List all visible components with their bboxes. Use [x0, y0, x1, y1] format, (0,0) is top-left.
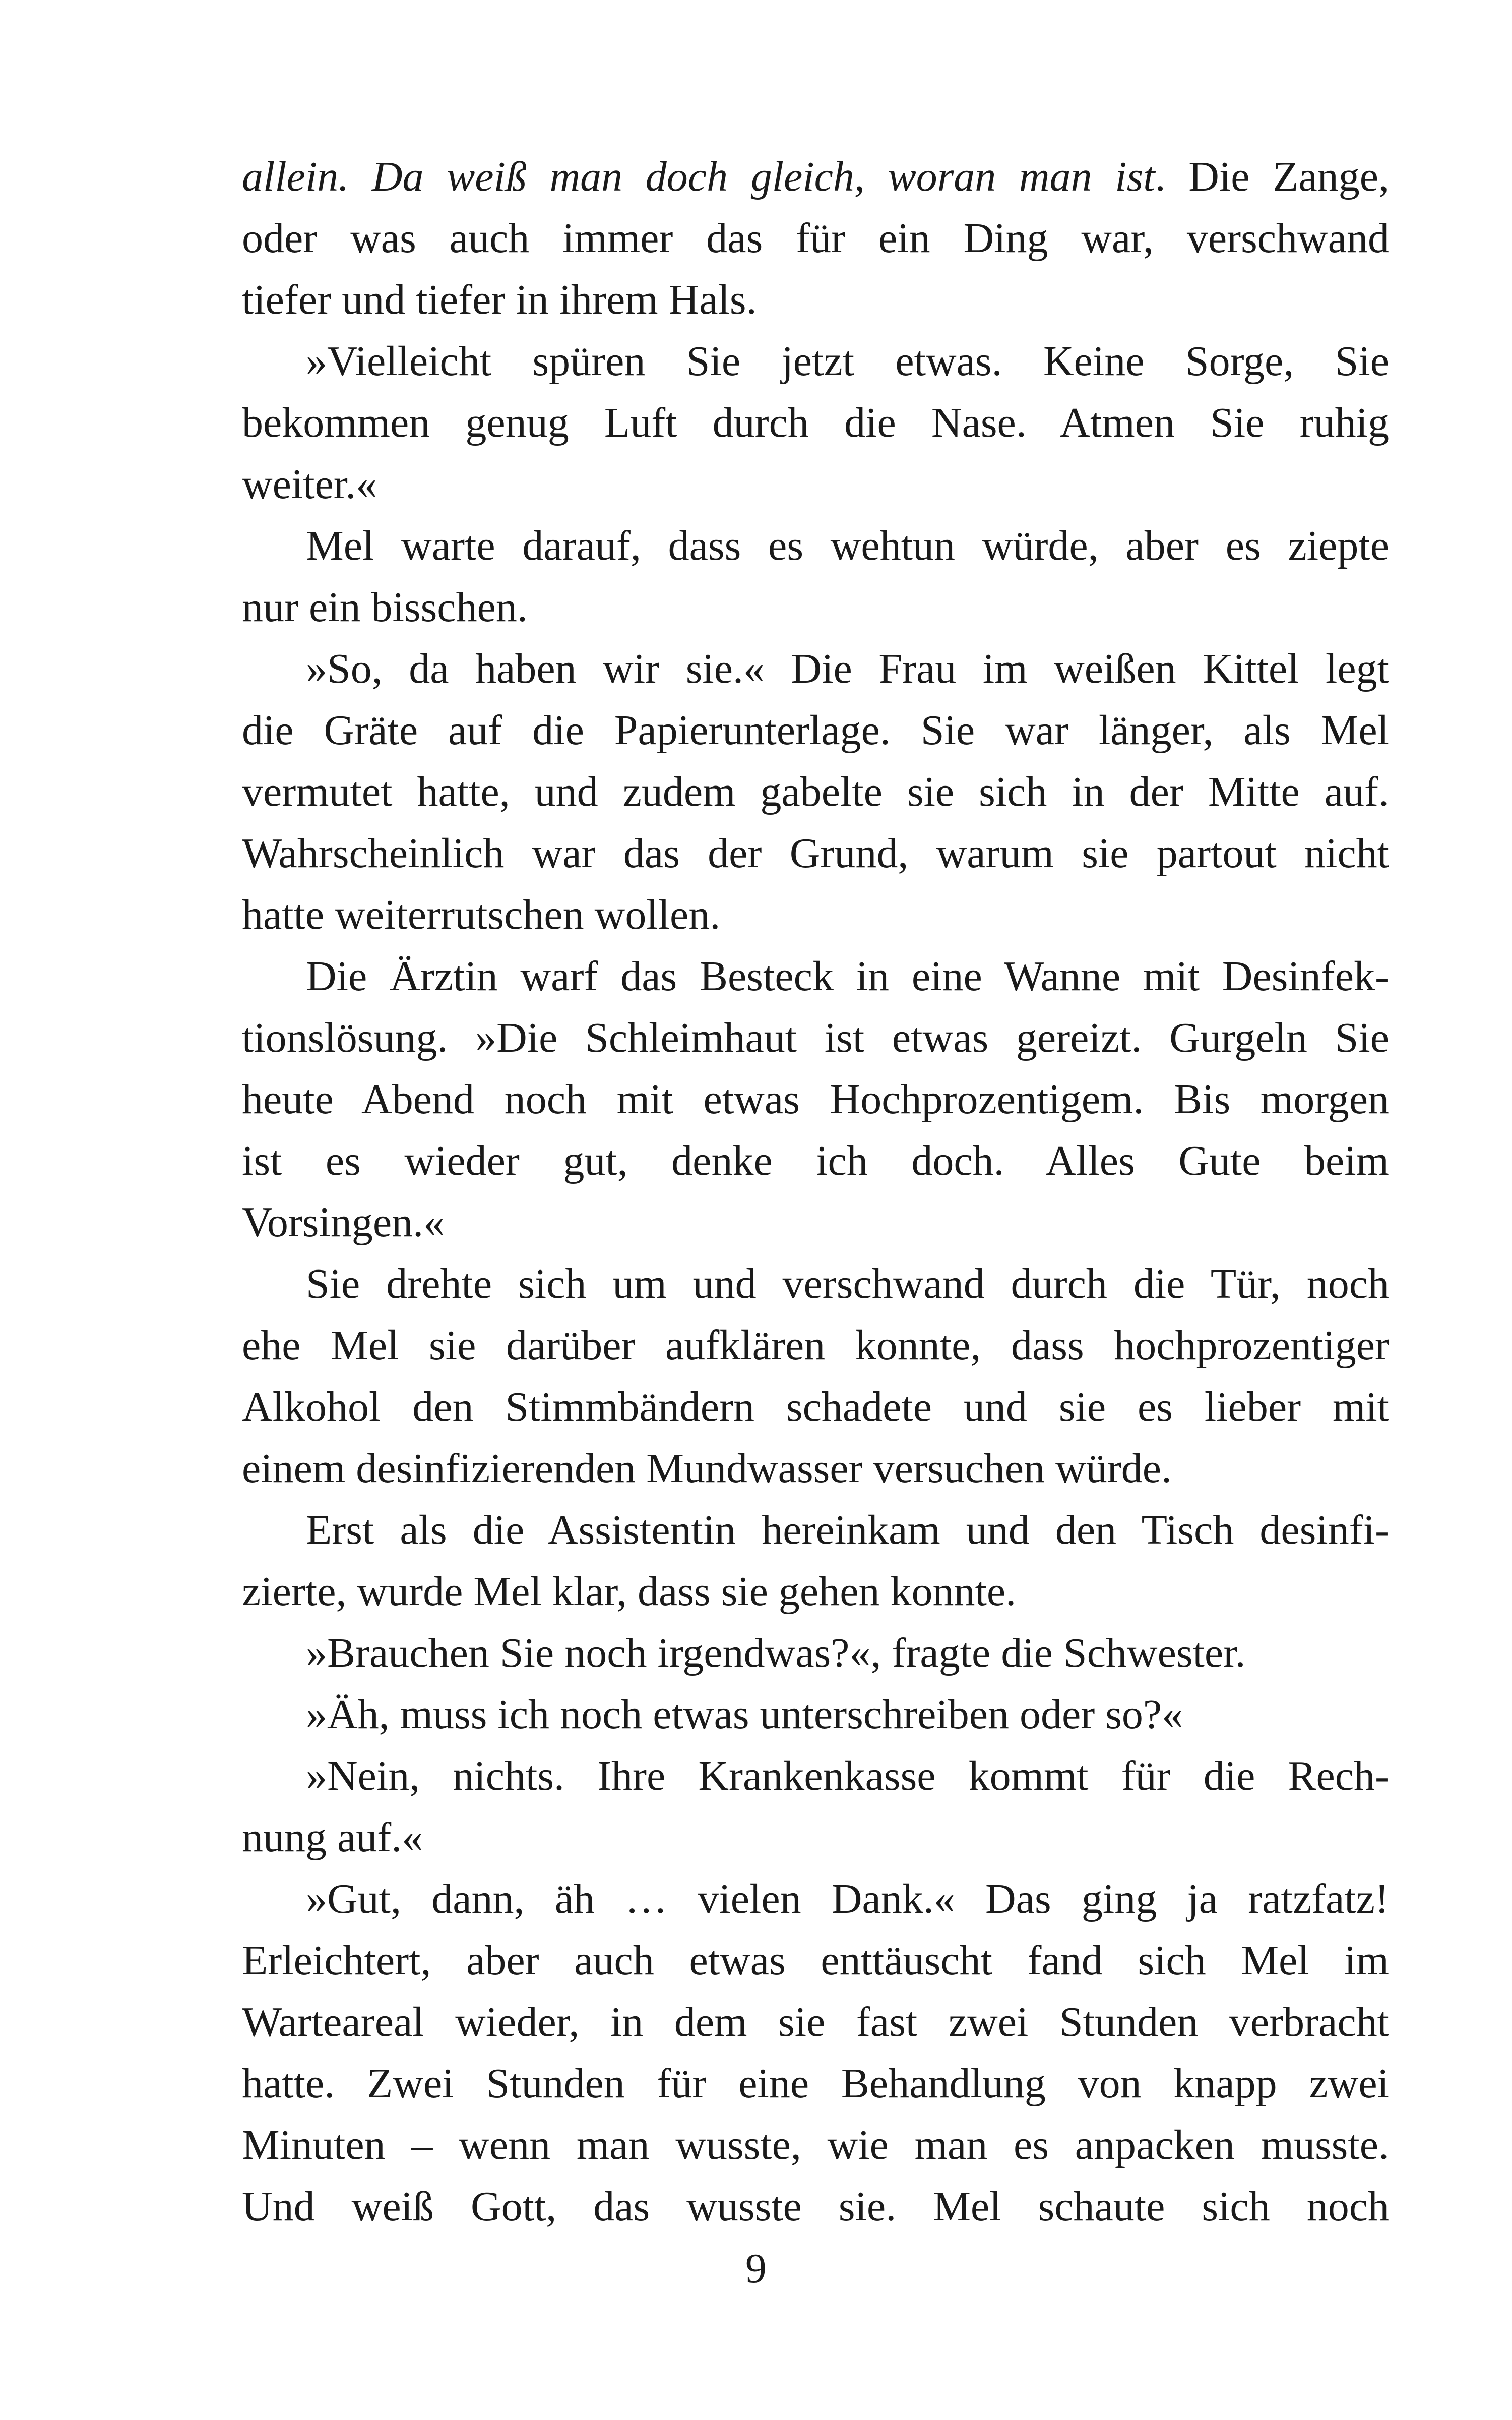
- text-line: Warteareal wieder, in dem sie fast zwei Stunden verbracht: [242, 1999, 1389, 2045]
- text-line: Alkohol den Stimmbändern schadete und sie es lieber mit: [242, 1383, 1389, 1430]
- text-line: »Gut, dann, äh … vielen Dank.« Das ging ja ratzfatz!: [306, 1876, 1389, 1922]
- text-line: Erleichtert, aber auch etwas enttäuscht fand sich Mel im: [242, 1937, 1389, 1984]
- text-line-content: . Die Zange,: [1155, 153, 1389, 200]
- text-line: oder was auch immer das für ein Ding war, verschwand: [242, 215, 1389, 262]
- text-line: [242, 146, 1389, 208]
- body-text: [242, 146, 1389, 2237]
- text-line: »Äh, muss ich noch etwas unterschreiben oder so?«: [306, 1691, 1183, 1738]
- text-line: »Nein, nichts. Ihre Krankenkasse kommt für die Rech-: [306, 1752, 1389, 1799]
- text-line: hatte. Zwei Stunden für eine Behandlung von knapp zwei: [242, 2060, 1389, 2107]
- text-line: »So, da haben wir sie.« Die Frau im weißen Kittel legt: [306, 645, 1389, 692]
- text-line: Und weiß Gott, das wusste sie. Mel schaute sich noch: [242, 2183, 1389, 2230]
- text-line: hatte weiterrutschen wollen.: [242, 891, 721, 938]
- text-line: nur ein bisschen.: [242, 584, 528, 631]
- text-line: die Gräte auf die Papierunterlage. Sie war länger, als Mel: [242, 707, 1389, 754]
- text-line: nung auf.«: [242, 1814, 423, 1861]
- page-number: 9: [745, 2245, 767, 2292]
- text-line: Wahrscheinlich war das der Grund, warum sie partout nicht: [242, 830, 1389, 877]
- italic-text: allein. Da weiß man doch gleich, woran man ist: [242, 153, 1155, 200]
- text-line: Mel warte darauf, dass es wehtun würde, aber es ziepte: [306, 522, 1389, 569]
- text-line: ist es wieder gut, denke ich doch. Alles Gute beim: [242, 1137, 1389, 1184]
- text-line: zierte, wurde Mel klar, dass sie gehen konnte.: [242, 1568, 1017, 1615]
- text-line: weiter.«: [242, 461, 377, 508]
- text-line: Erst als die Assistentin hereinkam und den Tisch desinfi-: [306, 1506, 1389, 1553]
- text-line: »Brauchen Sie noch irgendwas?«, fragte die Schwester.: [306, 1629, 1246, 1676]
- text-line: Vorsingen.«: [242, 1199, 445, 1246]
- text-line: tiefer und tiefer in ihrem Hals.: [242, 276, 757, 323]
- text-line: einem desinfizierenden Mundwasser versuchen würde.: [242, 1445, 1172, 1492]
- text-line: vermutet hatte, und zudem gabelte sie sich in der Mitte auf.: [242, 768, 1389, 815]
- text-line: heute Abend noch mit etwas Hochprozentigem. Bis morgen: [242, 1076, 1389, 1123]
- text-line: ehe Mel sie darüber aufklären konnte, dass hochprozentiger: [242, 1322, 1389, 1369]
- text-line: Die Ärztin warf das Besteck in eine Wanne mit Desinfek-: [306, 953, 1389, 1000]
- text-line: Sie drehte sich um und verschwand durch die Tür, noch: [306, 1260, 1389, 1307]
- text-line: tionslösung. »Die Schleimhaut ist etwas gereizt. Gurgeln Sie: [242, 1014, 1389, 1061]
- text-line: »Vielleicht spüren Sie jetzt etwas. Keine Sorge, Sie: [306, 338, 1389, 385]
- text-line: bekommen genug Luft durch die Nase. Atmen Sie ruhig: [242, 399, 1389, 446]
- text-line: Minuten – wenn man wusste, wie man es anpacken musste.: [242, 2122, 1389, 2168]
